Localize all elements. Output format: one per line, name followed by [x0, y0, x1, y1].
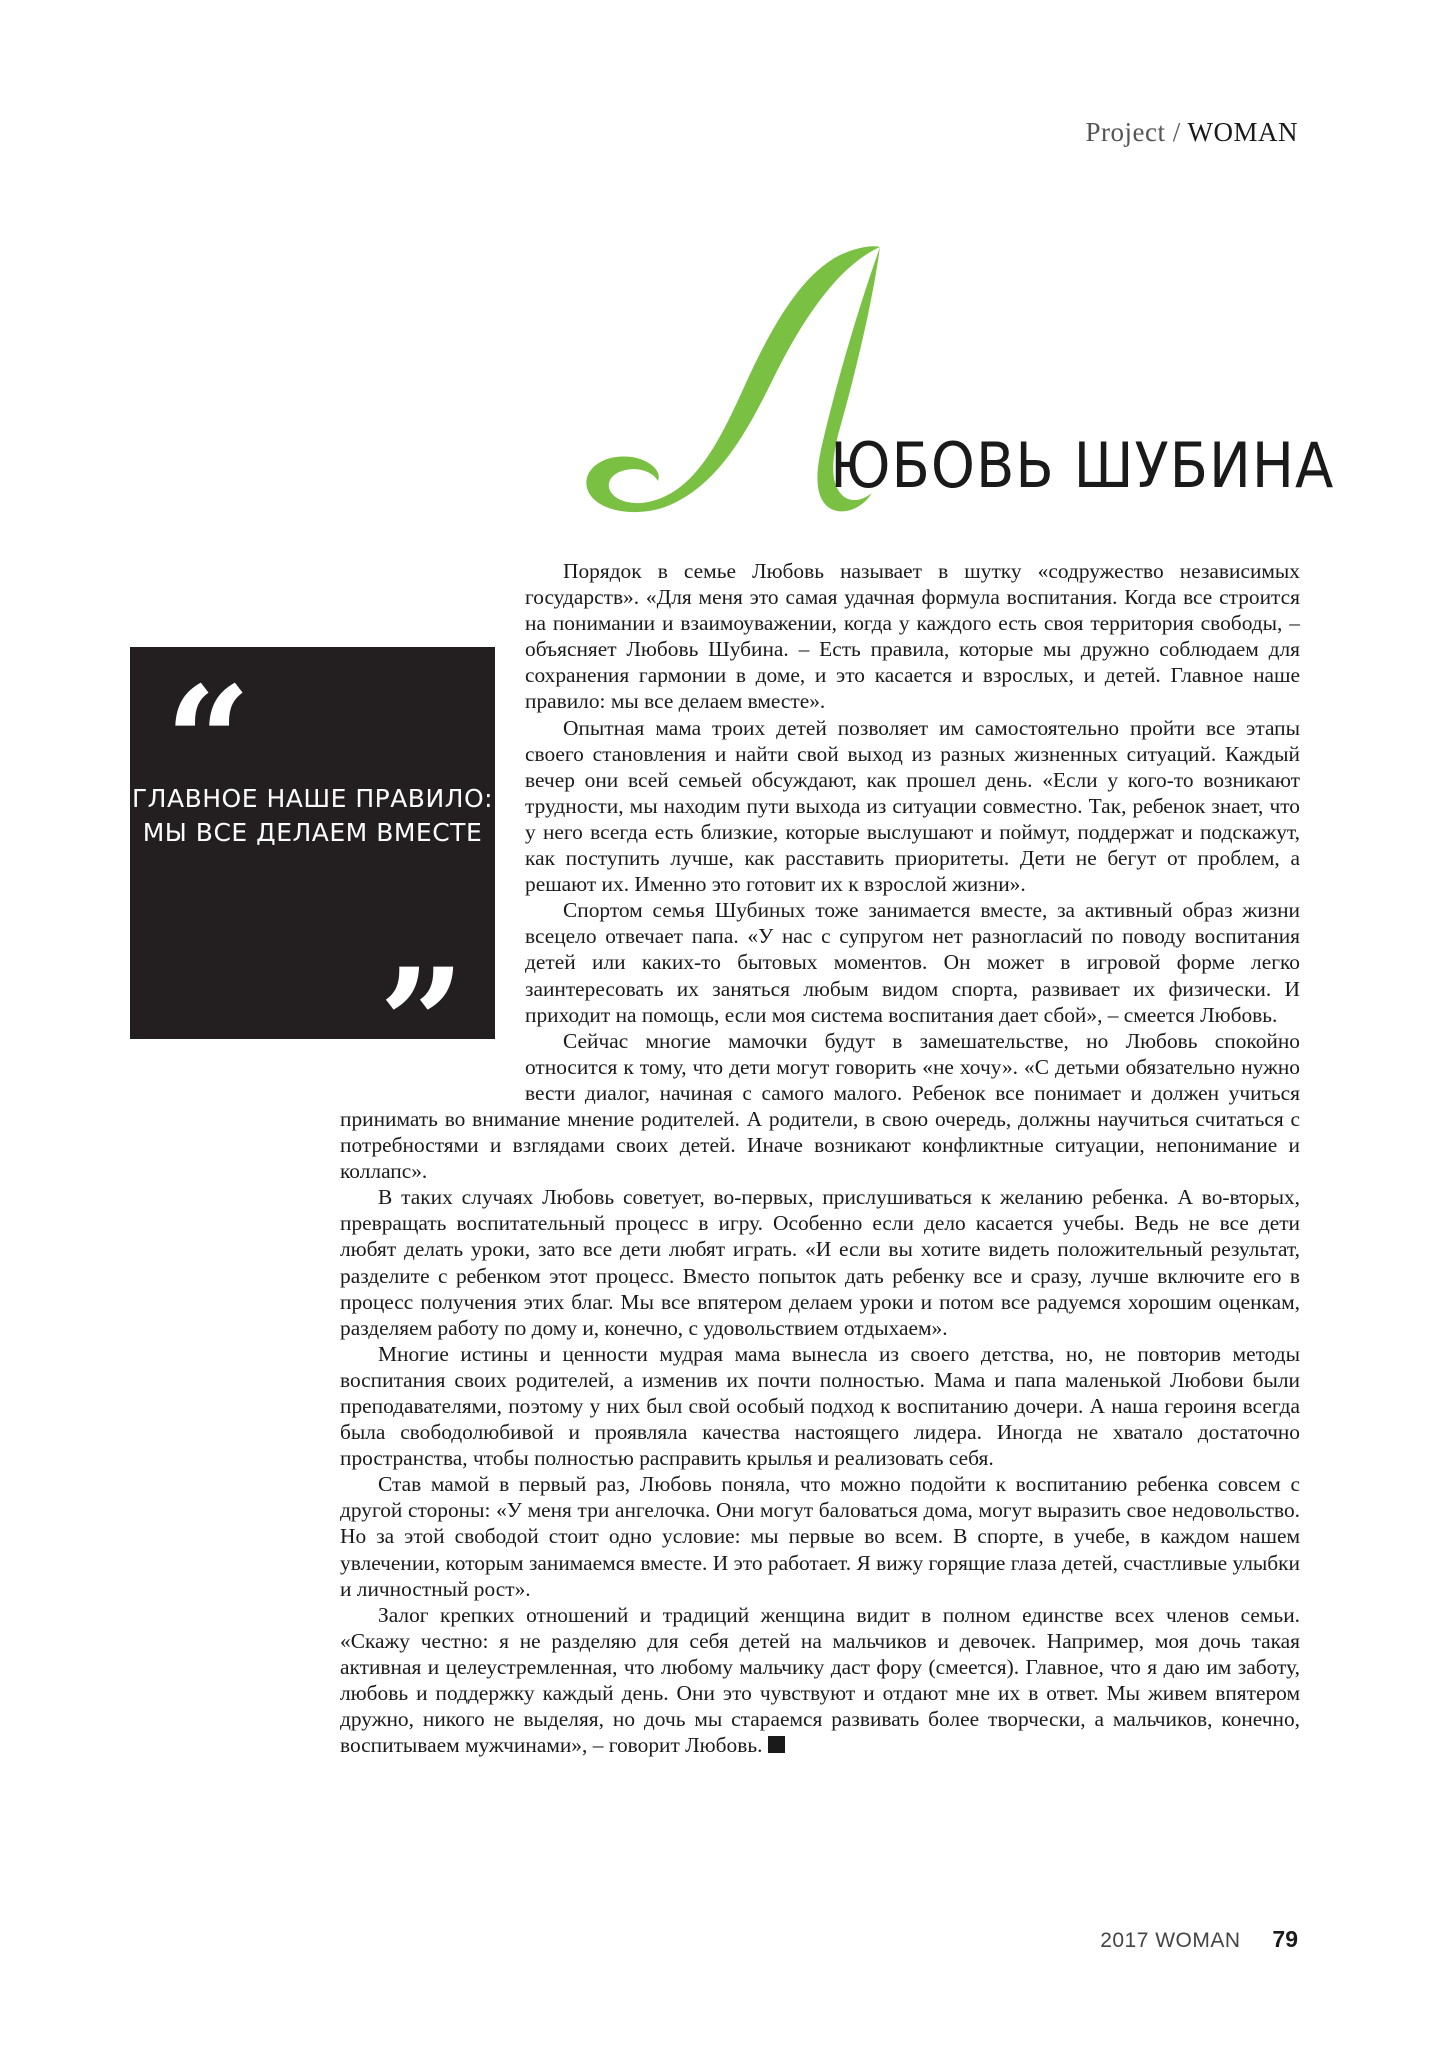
end-of-article-mark	[768, 1736, 785, 1753]
pull-quote-text: ГЛАВНОЕ НАШЕ ПРАВИЛО: МЫ ВСЕ ДЕЛАЕМ ВМЕСТЕ	[131, 784, 494, 847]
article-body	[340, 558, 1300, 1858]
text-wrap-spacer	[340, 558, 525, 1112]
last-paragraph-text: Залог крепких отношений и традиций женщина видит в полном единстве всех членов семьи. «Скажу честно: я не разделяю для себя детей на мальчиков и девочек. Например, моя дочь такая активная и целеустремленная, что любому мальчику даст фору (смеется). Главное, что я даю им заботу, любовь и поддержку каждый день. Они это чувствуют и отдают мне их в ответ. Мы живем впятером дружно, никого не выделяя, но дочь мы стараемся развивать более творчески, а мальчиков, конечно, воспитываем мужчинами», – говорит Любовь.	[340, 1602, 1300, 1758]
article-paragraph: Порядок в семье Любовь называет в шутку «содружество независимых государств». «Для меня это самая удачная формула воспитания. Когда все строится на понимании и взаимоуважении, когда у каждого есть своя территория свободы, – объясняет Любовь Шубина. – Есть правила, которые мы дружно соблюдаем для сохранения гармонии в доме, и это касается и взрослых, и детей. Главное наше правило: мы все делаем вместе».	[525, 559, 1300, 714]
close-quote-mark: ”	[378, 936, 465, 1112]
article-paragraph: Сейчас многие мамочки будут в замешательстве, но Любовь спокойно относится к тому, что дети могут говорить «не хочу». «С детьми обязательно нужно вести диалог, начиная с самого малого. Ребенок все понимает и должен учиться принимать во внимание мнение родителей. А родители, в свою очередь, должны научиться считаться с потребностями и взглядами своих детей. Иначе возникают конфликтные ситуации, непонимание и коллапс».	[340, 1028, 1300, 1184]
article-paragraph: В таких случаях Любовь советует, во-первых, прислушиваться к желанию ребенка. А во-вторых, превращать воспитательный процесс в игру. Особенно если дело касается учебы. Ведь не все дети любят делать уроки, зато все дети любят играть. «И если вы хотите видеть положительный результат, разделите с ребенком этот процесс. Вместо попыток дать ребенку все и сразу, лучше включите его в процесс получения этих благ. Мы все впятером делаем уроки и потом все радуемся хорошим оценкам, разделяем работу по дому и, конечно, с удовольствием отдыхаем».	[340, 1185, 1300, 1340]
article-paragraph: Став мамой в первый раз, Любовь поняла, что можно подойти к воспитанию ребенка совсем с другой стороны: «У меня три ангелочка. Они могут баловаться дома, могут выразить свое недовольство. Но за этой свободой стоит одно условие: мы первые во всем. В спорте, в учебе, в каждом нашем увлечении, которым занимаемся вместе. И это работает. Я вижу горящие глаза детей, счастливые улыбки и личностный рост».	[340, 1472, 1300, 1601]
page-footer	[1100, 1926, 1298, 1953]
title-text: ЮБОВЬ ШУБИНА	[830, 430, 1335, 503]
header-section: WOMAN	[1187, 117, 1298, 147]
open-quote-mark: “	[165, 654, 252, 830]
running-header	[1085, 117, 1298, 148]
article-paragraph: Многие истины и ценности мудрая мама вынесла из своего детства, но, не повторив методы воспитания своих родителей, а изменив их почти полностью. Мама и папа маленькой Любови были преподавателями, поэтому у них был свой особый подход к воспитанию дочери. А наша героиня всегда была свободолюбивой и проявляла качества настоящего лидера. Иногда не хватало достаточно пространства, чтобы полностью расправить крылья и реализовать себя.	[340, 1341, 1300, 1471]
header-separator: /	[1172, 117, 1181, 147]
footer-issue: 2017 WOMAN	[1100, 1929, 1241, 1952]
header-project: Project	[1085, 117, 1166, 147]
article-title	[580, 245, 1335, 525]
article-paragraph-last	[340, 1602, 1300, 1759]
page-number: 79	[1272, 1926, 1298, 1952]
article-paragraph: Спортом семья Шубиных тоже занимается вместе, за активный образ жизни всецело отвечает папа. «У нас с супругом нет разногласий по поводу воспитания детей или каких-то бытовых моментов. Он может в игровой форме легко заинтересовать их заняться любым видом спорта, развивает их физически. И приходит на помощь, если моя система воспитания дает сбой», – смеется Любовь.	[525, 898, 1300, 1027]
article-paragraph: Опытная мама троих детей позволяет им самостоятельно пройти все этапы своего становления и найти свой выход из разных жизненных ситуаций. Каждый вечер они всей семьей обсуждают, как прошел день. «Если у кого-то возникают трудности, мы находим пути выхода из ситуации совместно. Так, ребенок знает, что у него всегда есть близкие, которые выслушают и поймут, поддержат и подскажут, как поступить лучше, как расставить приоритеты. Дети не бегут от проблем, а решают их. Именно это готовит их к взрослой жизни».	[525, 715, 1300, 897]
